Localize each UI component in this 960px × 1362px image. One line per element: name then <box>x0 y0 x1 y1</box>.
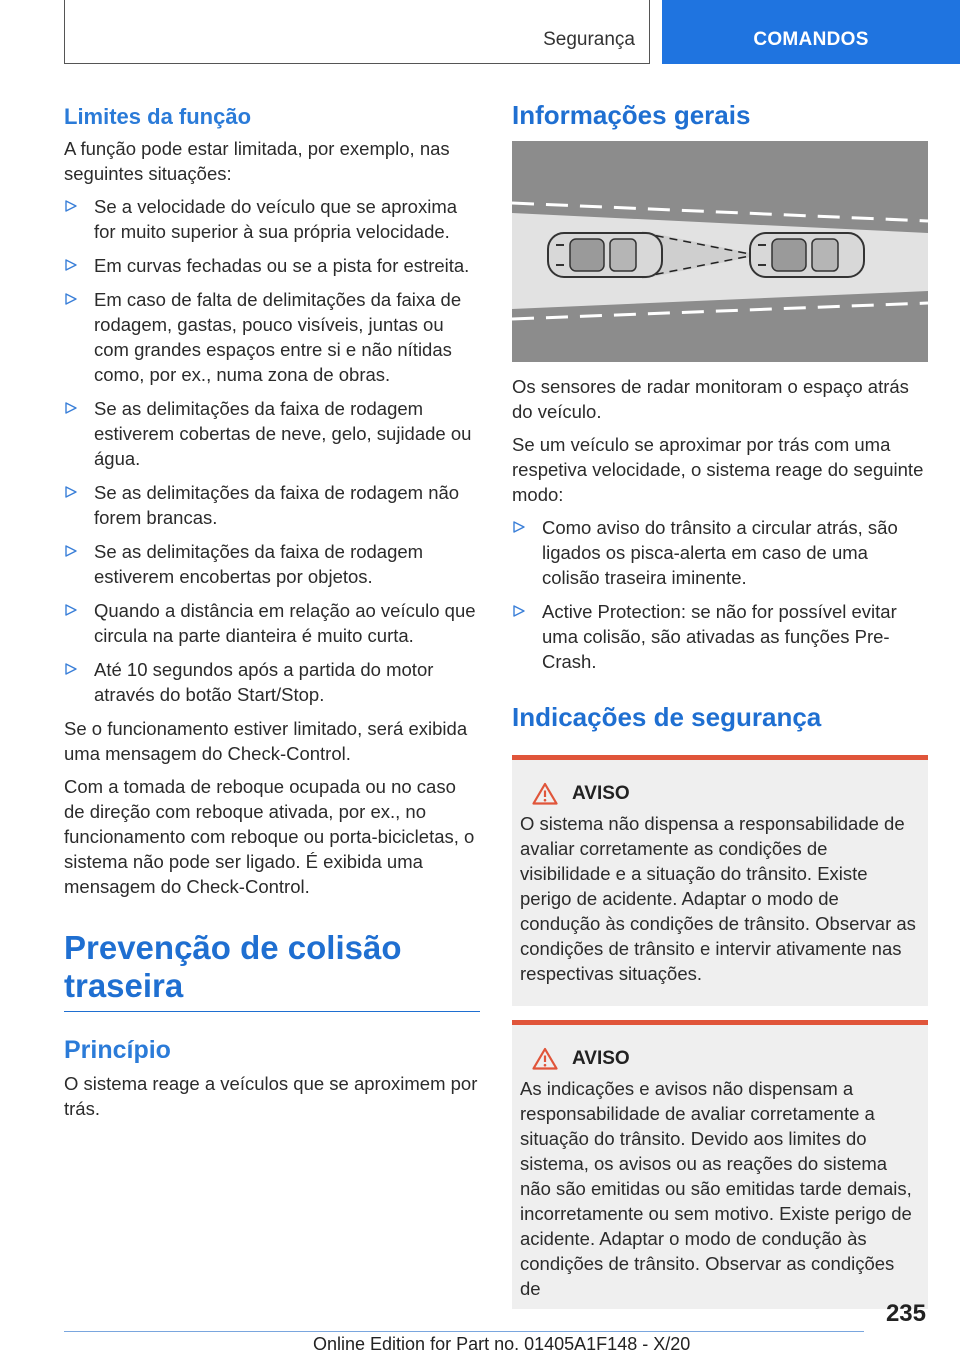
rear-radar-illustration <box>512 141 928 362</box>
list-item-text: Como aviso do trânsito a circular atrás, são ligados os pisca-alerta em caso de uma colisão traseira iminente. <box>542 517 898 588</box>
footer-edition: Online Edition for Part no. 01405A1F148 - X/20 <box>313 1334 691 1354</box>
warning-title: AVISO <box>572 1047 630 1069</box>
list-item-text: Se as delimitações da faixa de rodagem estiverem cobertas de neve, gelo, sujidade ou água. <box>94 398 472 469</box>
car-rear <box>548 233 662 277</box>
bullet-triangle-icon <box>512 604 526 618</box>
header-tab-comandos[interactable] <box>662 0 960 64</box>
bullet-triangle-icon <box>64 292 78 306</box>
bullet-triangle-icon <box>64 258 78 272</box>
principle-text: O sistema reage a veículos que se aproximem por trás. <box>64 1073 478 1119</box>
bullet-triangle-icon <box>512 520 526 534</box>
list-item-text: Em curvas fechadas ou se a pista for estreita. <box>94 255 470 276</box>
warning-triangle-icon <box>532 1047 558 1070</box>
limits-list-item <box>64 657 480 707</box>
chapter-title-block <box>64 929 480 1012</box>
limits-intro: A função pode estar limitada, por exemplo, nas seguintes situações: <box>64 138 450 184</box>
warning-text: As indicações e avisos não dispensam a responsabilidade de avaliar corretamente a situação do trânsito. Devido aos limites do sistema, os avisos ou as reações do sistema não são emitidas ou são emitidas tarde demais, incorretamente ou sem motivo. Existe perigo de acidente. Adaptar o modo de condução às condições de trânsito. Observar as condições de <box>520 1078 912 1299</box>
page-number: 235 <box>885 1300 926 1327</box>
list-item-text: Em caso de falta de delimitações da faixa de rodagem, gastas, pouco visíveis, juntas ou com grandes espaços entre si e não nítidas como, por ex., numa zona de obras. <box>94 289 462 385</box>
chapter-title: Prevenção de colisão traseira <box>64 929 402 1004</box>
footer-rule <box>64 1331 864 1332</box>
general-p1: Os sensores de radar monitoram o espaço atrás do veículo. <box>512 376 909 422</box>
limits-list-item <box>64 539 480 589</box>
list-item-text: Se as delimitações da faixa de rodagem estiverem encobertas por objetos. <box>94 541 424 587</box>
list-item-text: Se as delimitações da faixa de rodagem não forem brancas. <box>94 482 460 528</box>
limits-list <box>64 194 480 707</box>
bullet-triangle-icon <box>64 401 78 415</box>
limits-note-2: Com a tomada de reboque ocupada ou no caso de direção com reboque ativada, por ex., no funcionamento com reboque ou porta-bicicletas, o sistema não pode ser ligado. É exibida uma mensagem do Check-Control. <box>64 776 475 897</box>
warning-header <box>520 1047 920 1070</box>
header-section-box <box>64 0 650 64</box>
limits-note-1: Se o funcionamento estiver limitado, será exibida uma mensagem do Check-Control. <box>64 718 468 764</box>
rear-radar-diagram <box>512 141 928 362</box>
limits-list-item <box>64 396 480 471</box>
bullet-triangle-icon <box>64 485 78 499</box>
principle-heading: Princípio <box>64 1036 171 1064</box>
general-heading: Informações gerais <box>512 100 751 130</box>
limits-list-item <box>64 287 480 387</box>
list-item-text: Até 10 segundos após a partida do motor através do botão Start/Stop. <box>94 659 434 705</box>
warning-text: O sistema não dispensa a responsabilidade de avaliar corretamente as condições de visibilidade e a situação do trânsito. Existe perigo de acidente. Adaptar o modo de condução às condições de trânsito. Observar as condições de trânsito e intervir ativamente nas respectivas situações. <box>520 813 916 984</box>
limits-list-item <box>64 598 480 648</box>
safety-heading: Indicações de segurança <box>512 702 822 732</box>
warning-box-1 <box>512 755 928 1006</box>
warning-title: AVISO <box>572 782 630 804</box>
limits-heading: Limites da função <box>64 104 252 129</box>
warning-header <box>520 782 920 805</box>
limits-list-item <box>64 253 480 278</box>
general-list-item <box>512 599 928 674</box>
bullet-triangle-icon <box>64 662 78 676</box>
list-item-text: Active Protection: se não for possível evitar uma colisão, são ativadas as funções Pre-Crash. <box>542 601 897 672</box>
general-list-item <box>512 515 928 590</box>
header-section-title: Segurança <box>543 29 635 50</box>
limits-list-item <box>64 480 480 530</box>
bullet-triangle-icon <box>64 603 78 617</box>
list-item-text: Quando a distância em relação ao veículo que circula na parte dianteira é muito curta. <box>94 600 476 646</box>
warning-triangle-icon <box>532 782 558 805</box>
left-column <box>64 100 480 1129</box>
general-list <box>512 515 928 674</box>
bullet-triangle-icon <box>64 544 78 558</box>
warning-box-2 <box>512 1020 928 1309</box>
limits-list-item <box>64 194 480 244</box>
car-front <box>750 233 864 277</box>
header-tab-label: COMANDOS <box>753 29 869 50</box>
right-column <box>512 100 928 1323</box>
general-p2: Se um veículo se aproximar por trás com uma respetiva velocidade, o sistema reage do seguinte modo: <box>512 434 924 505</box>
bullet-triangle-icon <box>64 199 78 213</box>
list-item-text: Se a velocidade do veículo que se aproxima for muito superior à sua própria velocidade. <box>94 196 458 242</box>
